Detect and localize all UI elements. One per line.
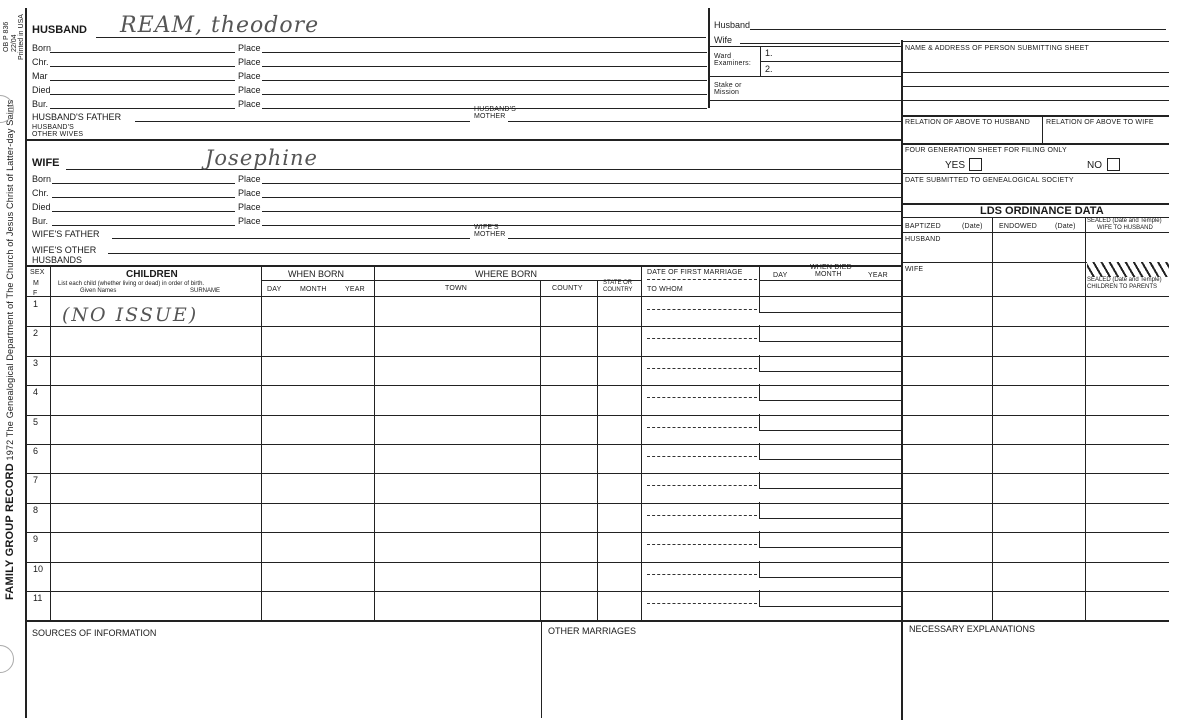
marriage-date-line: [647, 456, 757, 457]
wife-born-label: Born: [32, 174, 52, 184]
child-row-divider: [26, 473, 1169, 474]
died-day-label: DAY: [773, 272, 788, 279]
date-submitted-label: DATE SUBMITTED TO GENEALOGICAL SOCIETY: [905, 177, 1074, 184]
died-box-line: [759, 459, 901, 460]
husband-bur-place-label: Place: [238, 99, 261, 109]
husband-mar-label: Mar: [32, 71, 48, 81]
marriage-date-line: [647, 603, 757, 604]
died-box-edge: [759, 443, 760, 460]
died-box-edge: [759, 296, 760, 313]
marriage-date-line: [647, 368, 757, 369]
died-box-edge: [759, 355, 760, 372]
died-box-line: [759, 606, 901, 607]
died-month-label: MONTH: [815, 271, 842, 278]
examiner-1-label: 1.: [765, 48, 773, 58]
side-title: [4, 99, 16, 600]
wife-died-place-label: Place: [238, 202, 261, 212]
when-born-label: WHEN BORN: [288, 269, 344, 279]
died-box-edge: [759, 384, 760, 401]
form-code-2: 22/04: [11, 34, 18, 52]
marriage-date-line: [647, 485, 757, 486]
marriage-date-line: [647, 515, 757, 516]
born-day-label: DAY: [267, 286, 282, 293]
town-label: TOWN: [445, 285, 468, 292]
county-label: COUNTY: [552, 285, 583, 292]
wife-mother-label-1: WIFE'S: [474, 224, 499, 231]
to-whom-label: TO WHOM: [647, 286, 683, 293]
stake-label-2: Mission: [714, 89, 740, 96]
husband-bur-label: Bur.: [32, 99, 49, 109]
died-box-edge: [759, 561, 760, 578]
born-year-label: YEAR: [345, 286, 365, 293]
died-box-line: [759, 488, 901, 489]
died-box-edge: [759, 531, 760, 548]
sealed-children-label-1: SEALED (Date and Temple): [1087, 277, 1162, 283]
sealed-wife-label-2: WIFE TO HUSBAND: [1097, 225, 1153, 231]
form-copyright: 1972 The Genealogical Department of The Church of Jesus Christ of Latter-day Saints: [5, 99, 15, 461]
died-box-line: [759, 400, 901, 401]
husband-mar-place-label: Place: [238, 71, 261, 81]
died-box-edge: [759, 414, 760, 431]
child-row-number: 5: [33, 416, 39, 427]
where-born-label: WHERE BORN: [475, 269, 538, 279]
baptized-date-label: (Date): [962, 223, 983, 230]
sex-label: SEX: [30, 269, 45, 276]
ward-wife-label: Wife: [714, 35, 732, 45]
left-border: [25, 8, 27, 718]
marriage-date-line: [647, 574, 757, 575]
baptized-label: BAPTIZED: [905, 223, 941, 230]
husband-died-place-label: Place: [238, 85, 261, 95]
child-row-number: 2: [33, 328, 39, 339]
relation-wife-label: RELATION OF ABOVE TO WIFE: [1046, 119, 1154, 126]
binder-hole: [0, 645, 14, 673]
child-row-divider: [26, 415, 1169, 416]
examiner-2-label: 2.: [765, 64, 773, 74]
husband-chr-place-label: Place: [238, 57, 261, 67]
given-names-label: Given Names: [80, 288, 117, 294]
relation-husband-label: RELATION OF ABOVE TO HUSBAND: [905, 119, 1031, 126]
husband-mother-label-1: HUSBAND'S: [474, 106, 517, 113]
child-row-number: 10: [33, 563, 44, 574]
first-marriage-label: DATE OF FIRST MARRIAGE: [647, 269, 743, 276]
child-row-number: 7: [33, 475, 39, 486]
child-row-divider: [26, 591, 1169, 592]
state-label-2: COUNTRY: [603, 287, 633, 293]
children-title: CHILDREN: [126, 269, 178, 280]
child-row-divider: [26, 503, 1169, 504]
ward-divider: [708, 8, 710, 108]
died-box-line: [759, 312, 901, 313]
child-row-divider: [26, 326, 1169, 327]
wife-bur-place-label: Place: [238, 216, 261, 226]
died-box-edge: [759, 590, 760, 607]
husband-name[interactable]: REAM, theodore: [120, 13, 320, 38]
wife-mother-label-2: MOTHER: [474, 231, 506, 238]
child-row-number: 1: [33, 299, 39, 309]
explanations-label: NECESSARY EXPLANATIONS: [909, 624, 1036, 634]
when-died-label: WHEN DIED: [810, 264, 852, 271]
sealed-children-label-2: CHILDREN TO PARENTS: [1087, 284, 1158, 290]
form-printed: Printed in USA: [18, 14, 25, 60]
child-row-number: 11: [33, 593, 43, 603]
hatched-cell: [1087, 262, 1169, 277]
right-column-divider: [901, 40, 903, 720]
stake-label-1: Stake or: [714, 82, 742, 89]
no-label: NO: [1087, 160, 1102, 171]
died-year-label: YEAR: [868, 272, 888, 279]
yes-checkbox[interactable]: [969, 158, 982, 171]
died-box-line: [759, 430, 901, 431]
child-row-number: 6: [33, 446, 39, 456]
wife-label: WIFE: [32, 157, 60, 169]
husband-label: HUSBAND: [32, 24, 87, 36]
child-row-number: 3: [33, 357, 39, 368]
ward-examiners-1: Ward: [714, 53, 732, 60]
died-box-line: [759, 371, 901, 372]
no-checkbox[interactable]: [1107, 158, 1120, 171]
wife-other-husbands-1: WIFE'S OTHER: [32, 245, 97, 255]
child-row-divider: [26, 562, 1169, 563]
ordinance-wife-label: WIFE: [905, 266, 924, 273]
wife-born-place-label: Place: [238, 174, 261, 184]
child-row-number: 4: [33, 387, 39, 398]
husband-other-wives-1: HUSBAND'S: [32, 124, 75, 131]
marriage-date-line: [647, 309, 757, 310]
wife-died-label: Died: [32, 202, 51, 212]
no-issue-note[interactable]: (NO ISSUE): [62, 304, 199, 326]
born-month-label: MONTH: [300, 286, 327, 293]
husband-born-label: Born: [32, 43, 52, 53]
other-marriages-label: OTHER MARRIAGES: [548, 626, 637, 636]
ward-examiners-2: Examiners:: [714, 60, 752, 67]
endowed-date-label: (Date): [1055, 223, 1076, 230]
ordinance-husband-label: HUSBAND: [905, 236, 941, 243]
died-box-line: [759, 341, 901, 342]
husband-died-label: Died: [32, 85, 51, 95]
sex-m-label: M: [33, 280, 40, 287]
state-label-1: STATE OR: [603, 280, 633, 286]
wife-father-label: WIFE'S FATHER: [32, 229, 100, 239]
child-row-divider: [26, 444, 1169, 445]
children-instruction: List each child (whether living or dead) in order of birth.: [58, 281, 205, 287]
wife-other-husbands-2: HUSBANDS: [32, 255, 83, 265]
husband-other-wives-2: OTHER WIVES: [32, 131, 84, 138]
child-row-number: 8: [33, 504, 39, 515]
child-row-number: 9: [33, 534, 39, 545]
sex-f-label: F: [33, 290, 38, 297]
husband-mother-label-2: MOTHER: [474, 113, 506, 120]
sources-label: SOURCES OF INFORMATION: [32, 628, 157, 638]
husband-father-label: HUSBAND'S FATHER: [32, 112, 122, 122]
wife-bur-label: Bur.: [32, 216, 49, 226]
surname-label: SURNAME: [190, 288, 221, 294]
child-row-divider: [26, 532, 1169, 533]
wife-chr-place-label: Place: [238, 188, 261, 198]
marriage-date-line: [647, 544, 757, 545]
wife-chr-label: Chr.: [32, 188, 49, 198]
died-box-line: [759, 577, 901, 578]
four-gen-label: FOUR GENERATION SHEET FOR FILING ONLY: [905, 147, 1067, 154]
submitter-label: NAME & ADDRESS OF PERSON SUBMITTING SHEET: [905, 45, 1090, 52]
died-box-line: [759, 547, 901, 548]
child-row-divider: [26, 385, 1169, 386]
form-title: FAMILY GROUP RECORD: [4, 463, 16, 600]
died-box-edge: [759, 502, 760, 519]
died-box-line: [759, 518, 901, 519]
marriage-date-line: [647, 427, 757, 428]
died-box-edge: [759, 472, 760, 489]
wife-name[interactable]: Josephine: [205, 146, 318, 170]
husband-born-place-label: Place: [238, 43, 261, 53]
marriage-date-line: [647, 397, 757, 398]
child-row-divider: [26, 356, 1169, 357]
form-code-1: OB P 836: [3, 21, 10, 52]
ward-husband-label: Husband: [714, 20, 751, 30]
died-box-edge: [759, 325, 760, 342]
sealed-wife-label-1: SEALED (Date and Temple): [1087, 218, 1162, 224]
yes-label: YES: [945, 160, 966, 171]
lds-ordinance-title: LDS ORDINANCE DATA: [980, 205, 1104, 217]
marriage-date-line: [647, 338, 757, 339]
endowed-label: ENDOWED: [999, 223, 1037, 230]
husband-chr-label: Chr.: [32, 57, 49, 67]
